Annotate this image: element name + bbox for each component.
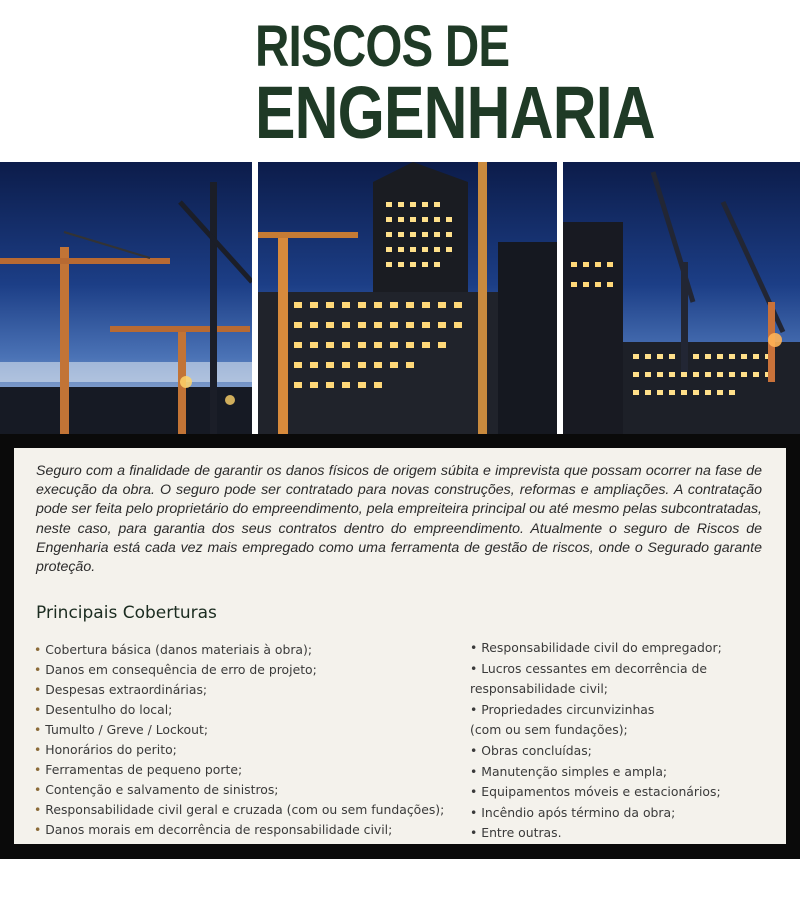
- list-item: • Obras concluídas;: [470, 742, 592, 758]
- list-item: • Ferramentas de pequeno porte;: [34, 762, 243, 777]
- list-item: • Equipamentos móveis e estacionários;: [470, 784, 721, 800]
- list-item: • Tumulto / Greve / Lockout;: [34, 722, 208, 737]
- page-title-line-2: ENGENHARIA: [255, 71, 655, 154]
- list-item: • Despesas extraordinárias;: [34, 682, 208, 697]
- list-item: • Lucros cessantes em decorrência de: [470, 660, 708, 676]
- list-item: • Responsabilidade civil do empregador;: [470, 640, 722, 655]
- bottom-margin: [0, 859, 800, 919]
- construction-photo-strip: [0, 162, 800, 434]
- list-item: • Contenção e salvamento de sinistros;: [34, 782, 279, 797]
- construction-photo-left: [0, 162, 252, 434]
- list-item: • Incêndio após término da obra;: [470, 804, 676, 820]
- list-item: • Manutenção simples e ampla;: [470, 763, 668, 779]
- list-item: responsabilidade civil;: [470, 681, 608, 697]
- coverages-list-left: [34, 640, 464, 840]
- list-item: • Desentulho do local;: [34, 702, 173, 717]
- list-item: • Honorários do perito;: [34, 742, 177, 757]
- page-title-line-1: RISCOS DE: [255, 14, 510, 79]
- construction-photo-center: [258, 162, 557, 434]
- list-item: • Propriedades circunvizinhas: [470, 701, 655, 717]
- list-item: (com ou sem fundações);: [470, 722, 628, 738]
- coverages-list-right: [470, 638, 770, 844]
- content-frame: [0, 434, 800, 859]
- construction-photo-right: [563, 162, 800, 434]
- list-item: • Responsabilidade civil geral e cruzada (com ou sem fundações);: [34, 802, 445, 817]
- coverages-heading: Principais Coberturas: [36, 603, 217, 623]
- list-item: • Danos morais em decorrência de responsabilidade civil;: [34, 822, 393, 837]
- content-panel: [14, 448, 786, 844]
- list-item: • Entre outras.: [470, 825, 562, 841]
- list-item: • Cobertura básica (danos materiais à obra);: [34, 642, 313, 657]
- intro-paragraph: Seguro com a finalidade de garantir os danos físicos de origem súbita e imprevista que possam ocorrer na fase de execução da obra. O seguro pode ser contratado para novas construções, reformas e ampliações. A contratação pode ser feita pelo proprietário do empreendimento, pela empreiteira principal ou até mesmo pelas subcontratadas, neste caso, para garantia dos seus contratos dentro do empreendimento. Atualmente o seguro de Riscos de Engenharia está cada vez mais empregado como uma ferramenta de gestão de riscos, onde o Segurado garante proteção.: [36, 463, 762, 576]
- list-item: • Danos em consequência de erro de projeto;: [34, 662, 317, 677]
